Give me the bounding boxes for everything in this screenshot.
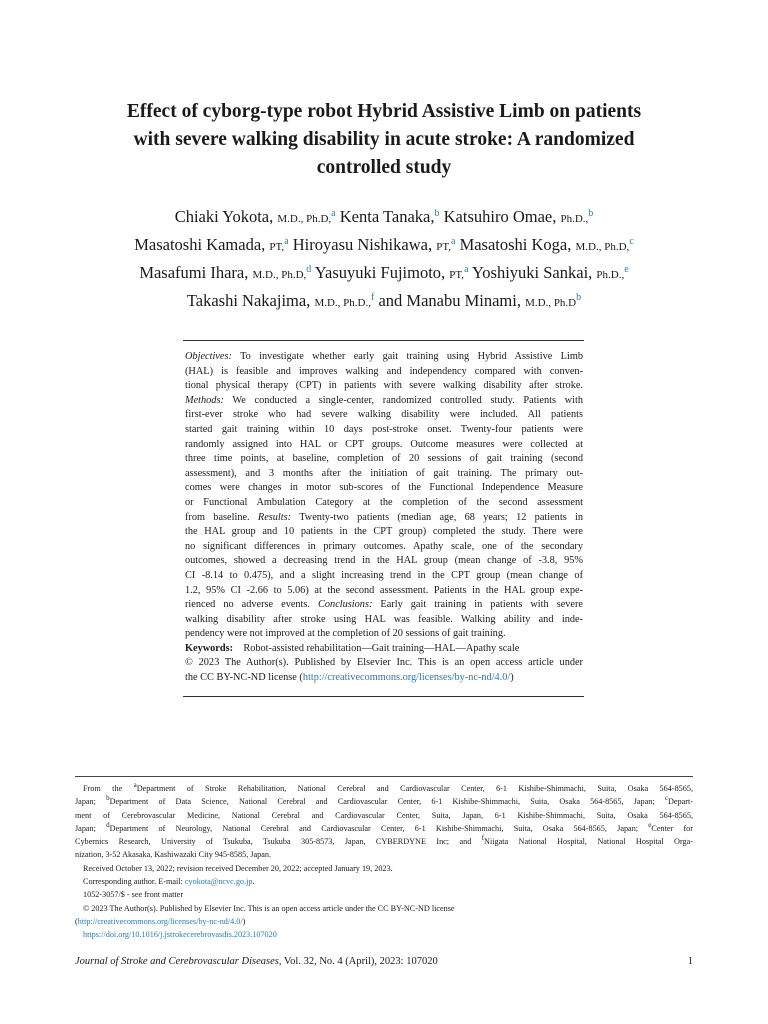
section-label: Conclusions: [318,599,373,611]
affiliation-link[interactable]: b [588,208,594,219]
keywords-label: Keywords: [185,642,234,654]
abstract-text: To investigate whether early gait training using Hybrid Assistive Limb [231,351,583,362]
affiliation-link[interactable]: a [284,236,289,247]
title-line: Effect of cyborg-type robot Hybrid Assistive Limb on patients [126,101,642,122]
affiliation-marker: b [106,794,110,803]
affiliation-marker: c [664,794,668,803]
author-name: Katsuhiro Omae, [443,207,557,226]
author-line [50,204,718,232]
author-line [50,288,718,316]
footnote-text: Depart- [667,797,693,807]
email-link[interactable]: cyokota@ncvc.go.jp [184,877,253,887]
abstract-top-rule [183,340,584,341]
affiliation-link[interactable]: a [450,236,456,247]
author-name: Hiroyasu Nishikawa, [292,235,433,254]
abstract-line: randomly assigned into HAL or CPT groups. Outcome measures were collected at [185,438,583,450]
author-degree: M.D., Ph.D, [575,241,630,253]
page-number: 1 [687,956,693,967]
affiliation-link[interactable]: a [331,208,336,219]
author-degree: M.D., Ph.D [525,297,577,309]
affiliation-line: ment of Cerebrovascular Medicine, National Cerebral and Cardiovascular Center, Suita, Japan, 6-1 Kishibe-Shimmachi, Suita, Osaka 564-8565, [75,810,693,820]
license-line: © 2023 The Author(s). Published by Elsevier Inc. This is an open access article under [185,657,583,669]
affiliation-link[interactable]: e [624,264,629,275]
copyright: © 2023 The Author(s). Published by Elsevier Inc. This is an open access article under the CC BY-NC-ND license [83,903,455,913]
author-name: Chiaki Yokota, [174,207,274,226]
abstract-line: 1.2, 95% CI -2.66 to 5.06) at the second assessment. Patients in the HAL group expe- [185,584,583,596]
author-degree: M.D., Ph.D., [314,297,371,309]
abstract-text: from baseline. [185,511,258,523]
footnote-text: . [252,877,255,887]
author-name: Masatoshi Koga, [459,235,572,254]
footnote-text: Center for [651,823,694,833]
journal-citation: , Vol. 32, No. 4 (April), 2023: 107020 [278,956,438,967]
abstract-line: first-ever stroke who had severe walking disability were included. All patients [185,409,583,421]
author-name: Kenta Tanaka, [339,207,435,226]
affiliation-marker: d [106,820,110,829]
abstract-line: comes were changes in motor sub-scores of the Functional Independence Measure [185,482,583,494]
affiliation-marker: a [133,781,137,789]
abstract-line: three time points, at baseline, completion of 20 sessions of gait training (second [185,453,583,465]
keywords-line [185,642,583,657]
abstract-line: tional physical therapy (CPT) in patients with severe walking disability after stroke. [185,380,583,392]
footnote-text: From the [83,784,134,793]
author-name: and Manabu Minami, [378,291,521,310]
affiliation-line [75,795,693,808]
author-degree: Ph.D., [560,213,589,225]
abstract-line: the HAL group and 10 patients in the CPT group) completed the study. There were [185,526,583,538]
author-name: Yasuyuki Fujimoto, [314,263,446,282]
license-link[interactable]: http://creativecommons.org/licenses/by-nc-nd/4.0/ [302,672,511,684]
abstract-line [185,394,583,409]
section-label: Objectives: [185,351,232,362]
title-line: with severe walking disability in acute stroke: A randomized [133,129,635,150]
footnote-text: Department of Data Science, National Cerebral and Cardiovascular Center, 6-1 Kishibe-Shimmachi, Suita, Osaka 564-8565, Japan; [109,797,665,807]
affiliation-link[interactable]: c [629,236,634,247]
affiliation-line [75,782,693,795]
abstract-text: We conducted a single-center, randomized controlled study. Patients with [223,394,583,406]
affiliation-marker: e [648,820,652,829]
license-text: ) [510,672,514,684]
abstract-line: outcomes, showed a decreasing trend in the HAL group (mean change of -3.8, 95% [185,555,583,567]
abstract-line: started gait training within 10 days post-stroke onset. Twenty-four patients were [185,423,583,435]
abstract-line: assessment), and 3 months after the initiation of gait training. The primary out- [185,467,583,479]
author-line [50,260,718,288]
author-name: Masatoshi Kamada, [134,235,266,254]
abstract-line: walking disability after stroke using HAL was feasible. Walking ability and inde- [185,613,583,625]
affiliation-line [75,835,693,848]
abstract-line [185,511,583,526]
section-label: Methods: [185,394,224,406]
footnote-text: Cybernics Research, University of Tsukuba, Tsukuba 305-8573, Japan, CYBERDYNE Inc; and [75,837,482,847]
affiliation-line [75,822,693,835]
abstract-line: no significant differences in primary outcomes. Apathy scale, one of the secondary [185,540,583,552]
abstract-line: or Functional Ambulation Category at the completion of the second assessment [185,496,583,508]
abstract-line [185,350,583,365]
footnote-text: Department of Stroke Rehabilitation, National Cerebral and Cardiovascular Center, 6-1 Kishibe-Shimmachi, Suita, Osaka 564-8565, [136,784,693,793]
affiliation-link[interactable]: b [576,292,582,303]
abstract-text: Twenty-two patients (median age, 68 years; 12 patients in [291,511,583,523]
footnote-text: Corresponding author. E-mail: [83,877,185,887]
affiliation-line: nization, 3-52 Akasaka, Kashiwazaki City 945-8585, Japan. [75,850,271,860]
corresponding-author [75,875,693,888]
keywords: Robot-assisted rehabilitation—Gait training—HAL—Apathy scale [243,642,520,654]
author-name: Masafumi Ihara, [139,263,249,282]
title-line: controlled study [316,157,452,178]
author-degree: M.D., Ph.D, [252,269,307,281]
issn: 1052-3057/$ - see front matter [83,890,184,900]
footnote-text: Japan; [75,797,107,807]
footnote-text: Department of Neurology, National Cerebral and Cardiovascular Center, 6-1 Kishibe-Shimmachi, Suita, Osaka 564-8565, Japan; [109,823,649,833]
footnotes [75,782,693,942]
received-dates: Received October 13, 2022; revision received December 20, 2022; accepted January 19, 2023. [83,863,393,873]
affiliation-link[interactable]: d [306,264,312,275]
footnote-text: ( [75,916,78,926]
author-degree: PT, [269,241,285,253]
author-degree: M.D., Ph.D, [277,213,332,225]
affiliation-link[interactable]: f [370,292,375,303]
author-name: Takashi Nakajima, [186,291,311,310]
abstract [185,350,583,686]
abstract-line: CI -8.14 to 0.475), and a slight increasing trend in the CPT group (mean change of [185,569,583,581]
doi-link[interactable]: https://doi.org/10.1016/j.jstrokecerebrovasdis.2023.107020 [83,930,277,940]
license-text: the CC BY-NC-ND license ( [185,672,303,684]
journal-name: Journal of Stroke and Cerebrovascular Diseases [75,956,279,967]
abstract-text: rienced no adverse events. [185,599,319,611]
author-line [50,232,718,260]
footnote-text: ) [242,916,246,926]
abstract-bottom-rule [183,696,584,697]
doi-line [75,928,693,941]
abstract-line [185,598,583,613]
license-line [185,671,583,686]
license-link[interactable]: http://creativecommons.org/licenses/by-nc-nd/4.0/ [77,916,243,926]
footnote-text: Japan; [75,823,107,833]
author-degree: PT, [449,269,465,281]
abstract-line: pendency were not improved at the completion of 20 sessions of gait training. [185,628,506,640]
affiliation-marker: f [481,834,485,843]
author-degree: Ph.D., [596,269,625,281]
affiliation-link[interactable]: a [464,264,469,275]
footnote-rule [75,776,693,777]
page-footer [75,955,693,969]
footnote-text: Niigata National Hospital, National Hospital Orga- [484,837,693,847]
author-name: Yoshiyuki Sankai, [472,263,593,282]
author-degree: PT, [436,241,451,253]
author-list [50,204,718,316]
copyright-license [75,915,693,928]
affiliation-link[interactable]: b [434,208,440,219]
section-label: Results: [257,511,292,523]
abstract-line: (HAL) is feasible and improves walking and independency compared with conven- [185,365,583,377]
article-title [60,98,708,182]
abstract-text: Early gait training in patients with severe [372,599,583,611]
